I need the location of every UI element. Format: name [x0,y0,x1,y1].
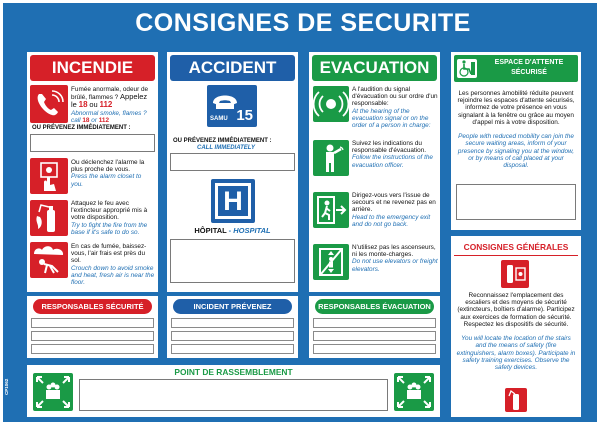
resp-securite-line-1[interactable] [31,318,154,328]
evacuation-item4-fr: N'utilisez pas les ascenseurs, ni les monte-charges. [352,244,436,259]
incendie-item2-en: Press the alarm closet to you. [71,173,142,188]
resp-evac-line-2[interactable] [313,331,436,341]
wheelchair-icon [457,59,477,78]
or-en: or [91,116,97,124]
hospital-icon [211,179,255,223]
evacuation-item2-text [352,140,438,169]
call-immediately-label: CALL IMMEDIATELY [197,145,255,151]
assembly-point-icon-left [33,373,73,411]
incendie-item2-text [71,159,155,188]
evacuation-item1-text [352,86,438,129]
hopital-label: HÔPITAL [194,226,227,235]
incident-line-1[interactable] [171,318,294,328]
evacuation-item4-text [352,244,438,273]
accident-header: ACCIDENT [170,55,295,81]
generales-fr: Reconnaissez l'emplacement des escaliers et des moyens de sécurité (extincteurs, boîtiers d'alarme). Participez aux exercices de formation de sécurité. Respectez les dispositifs de sécurité. [457,292,575,328]
fire-alarm-icon [30,158,68,194]
evacuation-header: EVACUATION [312,55,437,81]
resp-evac-line-1[interactable] [313,318,436,328]
accident-prevenez-label: OU PRÉVENEZ IMMÉDIATEMENT : [173,138,272,144]
assembly-point-icon-right [394,373,434,411]
incident-line-2[interactable] [171,331,294,341]
evacuation-panel [309,52,440,292]
resp-evac-header: RESPONSABLES ÉVACUATION [315,299,434,314]
samu-label: SAMU [210,116,228,122]
emergency-exit-icon [313,192,349,228]
smoke-crouch-icon [30,242,68,278]
incendie-prevenez-label: OU PRÉVENEZ IMMÉDIATEMENT : [32,125,131,131]
samu-badge [207,85,257,127]
main-title: CONSIGNES DE SECURITE [135,9,471,37]
attente-title-line-a: ESPACE D'ATTENTE [494,59,564,66]
safety-equipment-icon [501,260,529,288]
resp-securite-header: RESPONSABLES SÉCURITÉ [33,299,152,314]
incendie-item4-en: Crouch down to avoid smoke and heat, fresh air is near the floor. [71,264,155,287]
incendie-item3-fr: Attaquez le feu avec l'extincteur approprié mis à votre disposition. [71,200,148,222]
no-elevator-icon [313,244,349,280]
incendie-item4-fr: En cas de fumée, baissez-vous, l'air frais est près du sol. [71,243,147,265]
evacuation-item2-en: Follow the instructions of the evacuation officer. [352,154,433,169]
rassemblement-location-field[interactable] [79,379,388,411]
generales-header: CONSIGNES GÉNÉRALES [454,239,578,256]
rassemblement-header: POINT DE RASSEMBLEMENT [174,367,293,377]
incendie-item3-en: Try to fight the fire from the base if it's safe to do so. [71,221,148,236]
evacuation-officer-icon [313,140,349,176]
incendie-contact-field[interactable] [30,134,155,152]
phone-icon [30,85,68,123]
generales-en: You will locate the location of the stairs and the means of safety (fire extinguishers, alarm boxes). Participate in safety training exercises. Observe the safety devices. [456,335,576,372]
incendie-item1-en-a: Abnormal smoke, flames ? [71,109,147,117]
resp-evac-panel [309,296,440,358]
evacuation-item3-en: Head to the emergency exit and do not go back. [352,213,431,228]
evacuation-item2-fr: Suivez les indications du responsable d'évacuation. [352,140,427,155]
resp-securite-panel [27,296,158,358]
hospital-label: HOSPITAL [233,226,271,235]
en-number-18: 18 [82,116,90,124]
fire-extinguisher-small-icon [505,388,527,412]
or-fr: ou [89,100,98,110]
incendie-item3-text [71,200,155,236]
emergency-number-112: 112 [99,100,113,110]
attente-header [454,55,578,82]
resp-securite-line-3[interactable] [31,344,154,354]
evacuation-signal-icon [313,86,349,122]
evacuation-item4-en: Do not use elevators or freight elevators. [352,258,438,273]
incident-panel [167,296,298,358]
attente-text [456,90,576,169]
rassemblement-panel [27,365,440,417]
incendie-item2-fr: Ou déclenchez l'alarme la plus proche de vous. [71,159,145,174]
attente-en: People with reduced mobility can join the secure waiting areas, inform of your presence by signaling you at the window, or by means of call placed at your disposal. [457,133,575,170]
accident-panel [167,52,298,292]
samu-number: 15 [236,107,253,124]
incendie-item1-text [71,86,155,124]
evacuation-item1-en: At the hearing of the evacuation signal or on the order of a person in charge: [352,107,431,130]
hospital-separator: - [226,226,234,235]
attente-fr: Les personnes àmobilité réduite peuvent rejoindre les espaces d'attente sécurisés, informez de votre présence en vous signalant à la fenêtre ou grâce au moyen d'appel mis à votre disposition. [457,90,575,126]
attente-location-field[interactable] [456,184,576,220]
incident-header: INCIDENT PRÉVENEZ [173,299,292,314]
incendie-item1-fr-a: Fumée anormale, odeur de brûlé, flammes ? [71,86,149,102]
generales-panel [451,236,581,417]
hospital-h-glyph: H [223,186,243,216]
accident-contact-field[interactable] [170,153,295,171]
emergency-number-18: 18 [78,100,88,110]
incident-line-3[interactable] [171,344,294,354]
attente-title-line-b: SÉCURISÉ [511,69,547,76]
resp-securite-line-2[interactable] [31,331,154,341]
side-reference: CP1062 [4,378,9,395]
generales-text [456,292,576,371]
en-number-112: 112 [98,116,110,124]
evacuation-item3-fr: Dirigez-vous vers l'issue de secours et ne revenez pas en arrière. [352,192,436,214]
hospital-contact-field[interactable] [170,239,295,283]
hospital-caption [167,226,298,235]
fire-extinguisher-icon [30,200,68,236]
attente-panel [451,52,581,230]
incendie-panel [27,52,158,292]
incendie-header: INCENDIE [30,55,155,81]
evacuation-item1-fr: A l'audition du signal d'évacuation ou sur ordre d'un responsable: [352,86,438,108]
incendie-item1-fr-b: Appelez le [71,92,148,110]
incendie-item1-en-b: call [71,116,81,124]
evacuation-item3-text [352,192,438,228]
resp-evac-line-3[interactable] [313,344,436,354]
incendie-item4-text [71,243,155,286]
